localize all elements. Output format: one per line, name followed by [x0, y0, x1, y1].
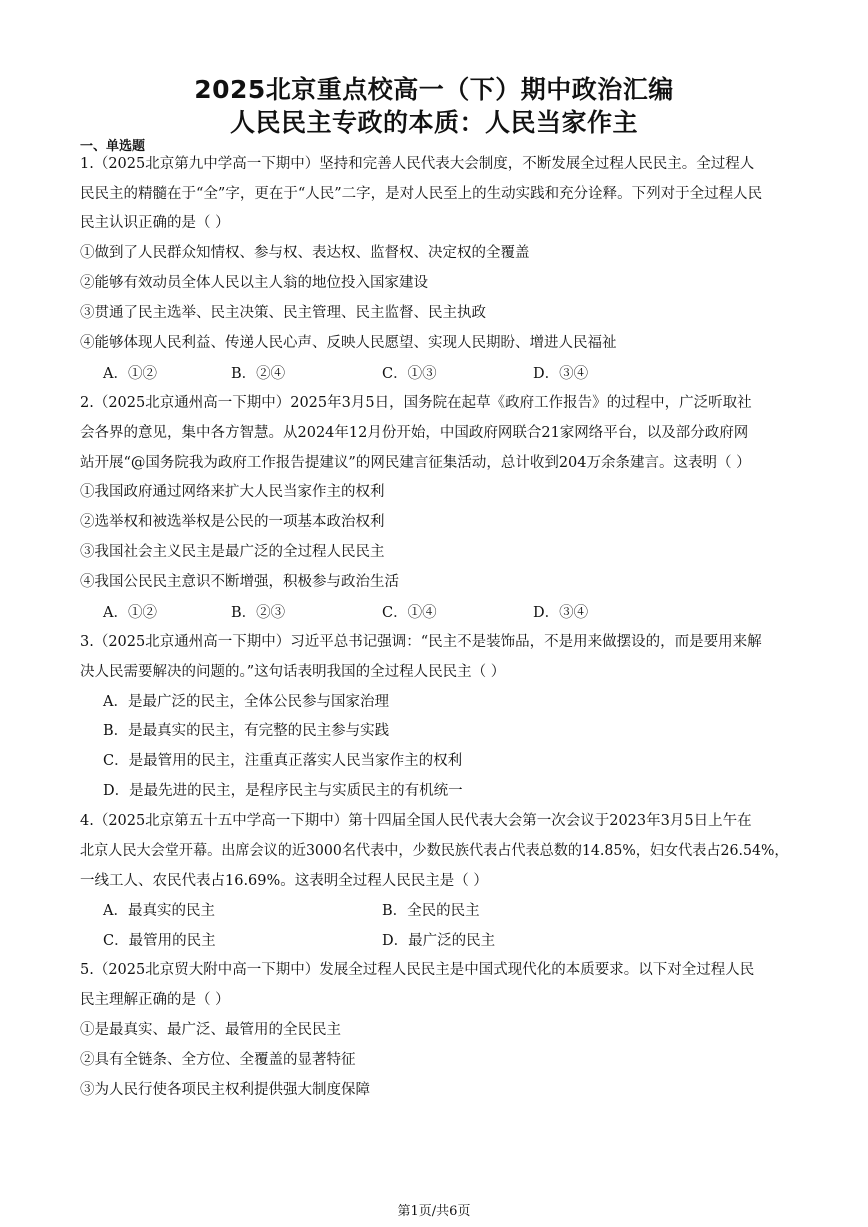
q1-stem-line-2: 民民主的精髓在于“全”字，更在于“人民”二字，是对人民至上的生动实践和充分诠释。下列对于全过程人民	[80, 186, 763, 202]
q3-option-a: A．是最广泛的民主，全体公民参与国家治理	[103, 694, 389, 710]
q2-statement-4: ④我国公民民主意识不断增强，积极参与政治生活	[80, 574, 399, 590]
q2-option-b: B．②③	[231, 605, 286, 621]
q2-statement-2: ②选举权和被选举权是公民的一项基本政治权利	[80, 514, 385, 530]
q4-stem-line-1: 4.（2025北京第五十五中学高一下期中）第十四届全国人民代表大会第一次会议于2023年3月5日上午在	[80, 813, 752, 829]
q3-option-d: D．是最先进的民主，是程序民主与实质民主的有机统一	[103, 783, 463, 799]
q1-stem-line-1: 1.（2025北京第九中学高一下期中）坚持和完善人民代表大会制度，不断发展全过程人民民主。全过程人	[80, 156, 755, 172]
q2-option-c: C．①④	[382, 605, 437, 621]
q1-statement-3: ③贯通了民主选举、民主决策、民主管理、民主监督、民主执政	[80, 305, 486, 321]
q1-option-b: B．②④	[231, 366, 286, 382]
q1-option-d: D．③④	[533, 366, 589, 382]
q3-option-c: C．是最管用的民主，注重真正落实人民当家作主的权利	[103, 753, 463, 769]
q4-stem-line-2: 北京人民大会堂开幕。出席会议的近3000名代表中，少数民族代表占代表总数的14.85%，妇女代表占26.54%，	[80, 843, 789, 859]
q3-stem-line-2: 决人民需要解决的问题的。”这句话表明我国的全过程人民民主（ ）	[80, 664, 506, 680]
q2-stem-line-1: 2.（2025北京通州高一下期中）2025年3月5日，国务院在起草《政府工作报告》的过程中，广泛听取社	[80, 395, 752, 411]
q5-statement-2: ②具有全链条、全方位、全覆盖的显著特征	[80, 1052, 356, 1068]
document-title: 2025北京重点校高一（下）期中政治汇编	[194, 75, 674, 104]
q1-stem-line-3: 民主认识正确的是（ ）	[80, 215, 230, 231]
section-heading: 一、单选题	[80, 139, 146, 154]
q1-option-c: C．①③	[382, 366, 437, 382]
q3-stem-line-1: 3.（2025北京通州高一下期中）习近平总书记强调：“民主不是装饰品，不是用来做摆设的，而是要用来解	[80, 634, 762, 650]
q1-option-a: A．①②	[103, 366, 157, 382]
document-subtitle: 人民民主专政的本质：人民当家作主	[229, 108, 638, 137]
q3-option-b: B．是最真实的民主，有完整的民主参与实践	[103, 723, 390, 739]
q2-statement-1: ①我国政府通过网络来扩大人民当家作主的权利	[80, 484, 385, 500]
q1-statement-4: ④能够体现人民利益、传递人民心声、反映人民愿望、实现人民期盼、增进人民福祉	[80, 335, 617, 351]
q2-option-a: A．①②	[103, 605, 157, 621]
q4-stem-line-3: 一线工人、农民代表占16.69%。这表明全过程人民民主是（ ）	[80, 873, 488, 889]
q5-stem-line-1: 5.（2025北京贸大附中高一下期中）发展全过程人民民主是中国式现代化的本质要求。以下对全过程人民	[80, 962, 755, 978]
q5-statement-3: ③为人民行使各项民主权利提供强大制度保障	[80, 1082, 370, 1098]
q2-option-d: D．③④	[533, 605, 589, 621]
page-number: 第1页/共6页	[397, 1204, 471, 1219]
q2-stem-line-2: 会各界的意见，集中各方智慧。从2024年12月份开始，中国政府网联合21家网络平台，以及部分政府网	[80, 425, 749, 441]
q5-statement-1: ①是最真实、最广泛、最管用的全民民主	[80, 1022, 341, 1038]
q1-statement-2: ②能够有效动员全体人民以主人翁的地位投入国家建设	[80, 275, 428, 291]
q4-option-a: A．最真实的民主	[103, 903, 215, 919]
q5-stem-line-2: 民主理解正确的是（ ）	[80, 992, 230, 1008]
q4-option-b: B．全民的民主	[382, 903, 480, 919]
q4-option-d: D．最广泛的民主	[382, 933, 496, 949]
q2-stem-line-3: 站开展“@国务院我为政府工作报告提建议”的网民建言征集活动，总计收到204万余条建言。这表明（ ）	[80, 455, 751, 471]
q4-option-c: C．最管用的民主	[103, 933, 216, 949]
q2-statement-3: ③我国社会主义民主是最广泛的全过程人民民主	[80, 544, 385, 560]
q1-statement-1: ①做到了人民群众知情权、参与权、表达权、监督权、决定权的全覆盖	[80, 245, 530, 261]
